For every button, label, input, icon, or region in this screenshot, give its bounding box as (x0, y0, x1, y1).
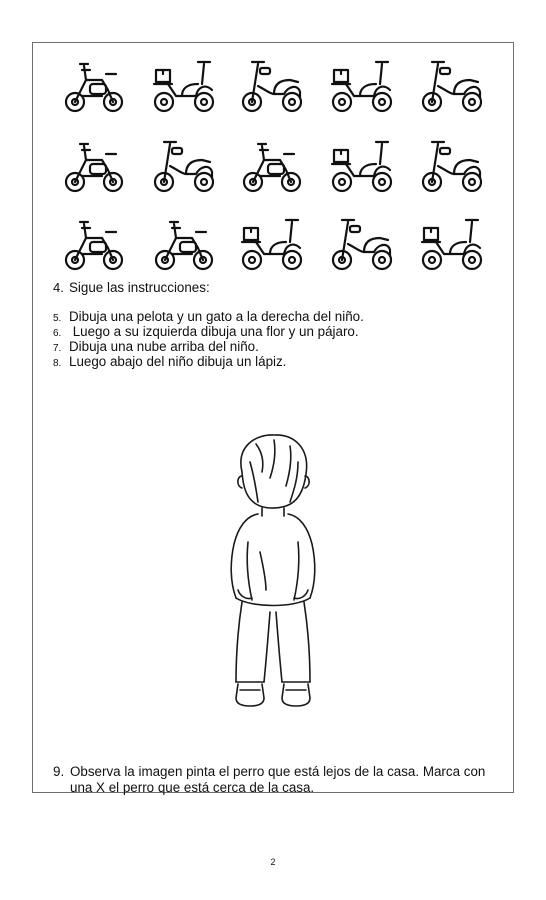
scooter-icon (330, 214, 394, 274)
scooter-icon (152, 136, 216, 196)
motorcycle-icon (62, 56, 126, 116)
delivery-scooter-icon (330, 56, 394, 116)
motorcycle-icon (240, 136, 304, 196)
instruction-4: 4. Sigue las instrucciones: (53, 280, 210, 295)
delivery-scooter-icon (240, 214, 304, 274)
delivery-scooter-icon (330, 136, 394, 196)
motorcycle-icon (62, 136, 126, 196)
motorcycle-icon (62, 214, 126, 274)
instruction-8: 8. Luego abajo del niño dibuja un lápiz. (53, 354, 287, 369)
scooter-icon (420, 56, 484, 116)
instruction-5: 5. Dibuja una pelota y un gato a la derecha del niño. (53, 309, 364, 324)
instruction-7: 7. Dibuja una nube arriba del niño. (53, 339, 259, 354)
scooter-icon (240, 56, 304, 116)
question-9: 9. Observa la imagen pinta el perro que está lejos de la casa. Marca con una X el perro que está cerca de la casa. (53, 764, 486, 795)
delivery-scooter-icon (420, 214, 484, 274)
motorcycle-icon (152, 214, 216, 274)
child-back-view-illustration (212, 432, 332, 717)
instruction-6: 6. Luego a su izquierda dibuja una flor y un pájaro. (53, 324, 359, 339)
page-number: 2 (270, 857, 276, 867)
scooter-icon (420, 136, 484, 196)
delivery-scooter-icon (152, 56, 216, 116)
